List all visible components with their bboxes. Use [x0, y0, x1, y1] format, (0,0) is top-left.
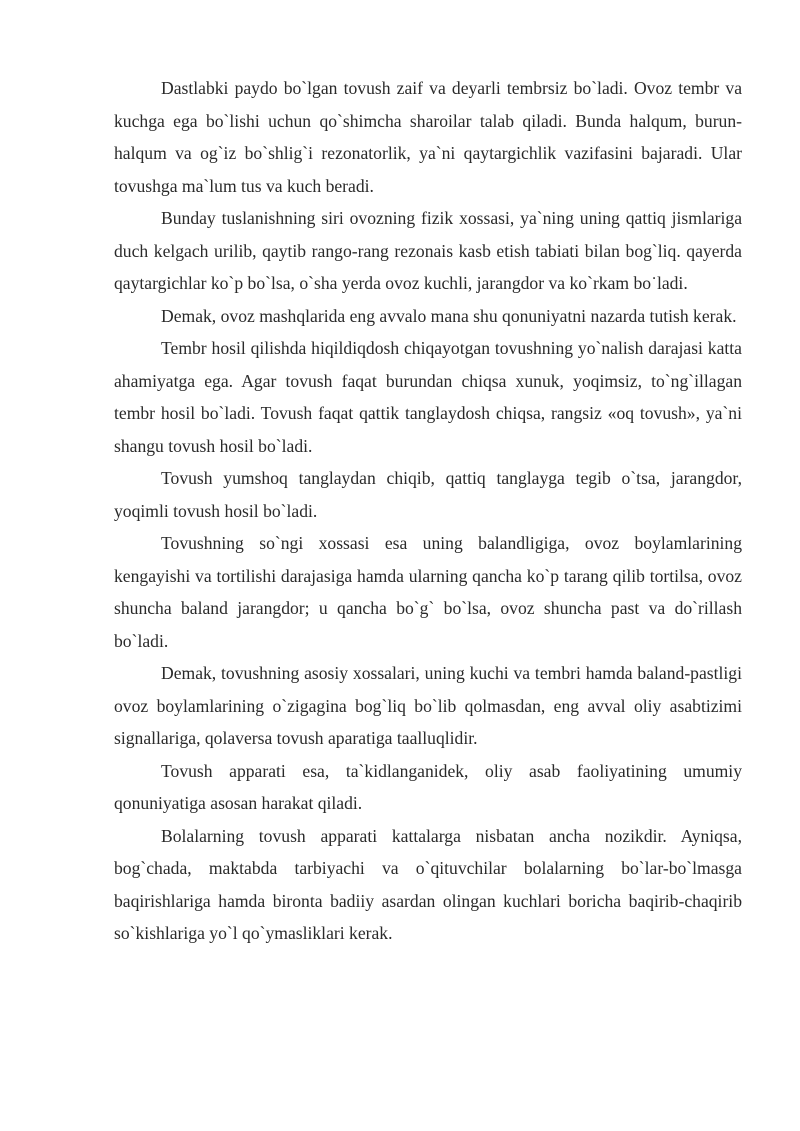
- paragraph: Dastlabki paydo bo`lgan tovush zaif va deyarli tembrsiz bo`ladi. Ovoz tembr va kuchga ega bo`lishi uchun qo`shimcha sharoilar talab qiladi. Bunda halqum, burun-halqum va og`iz bo`shlig`i rezonatorlik, ya`ni qaytargichlik vazifasini bajaradi. Ular tovushga ma`lum tus va kuch beradi.: [114, 78, 742, 196]
- paragraph: Tembr hosil qilishda hiqildiqdosh chiqayotgan tovushning yo`nalish darajasi katta ahamiyatga ega. Agar tovush faqat burundan chiqsa xunuk, yoqimsiz, to`ng`illagan tembr hosil bo`ladi. Tovush faqat qattik tanglaydosh chiqsa, rangsiz «oq tovush», ya`ni shangu tovush hosil bo`ladi.: [114, 338, 742, 456]
- paragraph: Tovush yumshoq tanglaydan chiqib, qattiq tanglayga tegib o`tsa, jarangdor, yoqimli tovush hosil bo`ladi.: [114, 468, 742, 521]
- paragraph: Tovushning so`ngi xossasi esa uning balandligiga, ovoz boylamlarining kengayishi va tortilishi darajasiga hamda ularning qancha ko`p tarang qilib tortilsa, ovoz shuncha baland jarangdor; u qancha bo`g` bo`lsa, ovoz shuncha past va do`rillash bo`ladi.: [114, 533, 742, 651]
- document-page: [114, 72, 742, 950]
- paragraph: Tovush apparati esa, ta`kidlanganidek, oliy asab faoliyatining umumiy qonuniyatiga asosan harakat qiladi.: [114, 760, 742, 813]
- paragraph: Bunday tuslanishning siri ovozning fizik xossasi, ya`ning uning qattiq jismlariga duch kelgach urilib, qaytib rango-rang rezonais kasb etish tabiati bilan bog`liq. qayerda qaytargichlar ko`p bo`lsa, o`sha yerda ovoz kuchli, jarangdor va ko`rkam bo˙ladi.: [114, 208, 742, 293]
- paragraph: Demak, ovoz mashqlarida eng avvalo mana shu qonuniyatni nazarda tutish kerak.: [161, 305, 737, 326]
- paragraph: Demak, tovushning asosiy xossalari, uning kuchi va tembri hamda baland-pastligi ovoz boylamlarining o`zigagina bog`liq bo`lib qolmasdan, eng avval oliy asabtizimi signallariga, qolaversa tovush aparatiga taalluqlidir.: [114, 663, 742, 748]
- paragraph: Bolalarning tovush apparati kattalarga nisbatan ancha nozikdir. Ayniqsa, bog`chada, maktabda tarbiyachi va o`qituvchilar bolalarning bo`lar-bo`lmasga baqirishlariga hamda bironta badiiy asardan olingan kuchlari boricha baqirib-chaqirib so`kishlariga yo`l qo`ymasliklari kerak.: [114, 825, 742, 943]
